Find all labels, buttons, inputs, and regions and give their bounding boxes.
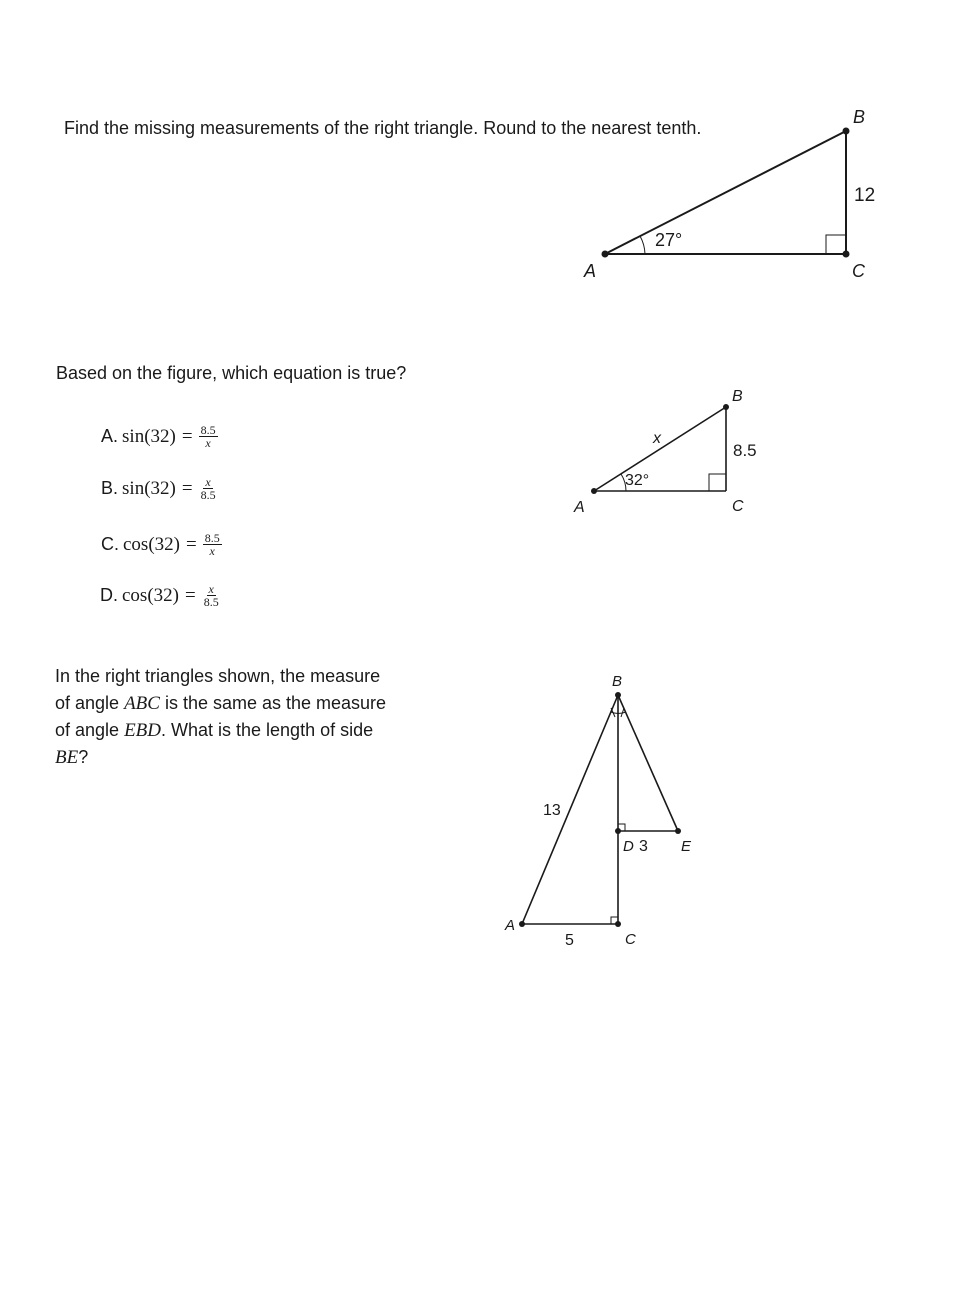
q1-point-c bbox=[843, 251, 850, 258]
q1-prompt: Find the missing measurements of the right triangle. Round to the nearest tenth. bbox=[64, 118, 702, 138]
q3-line-3 bbox=[55, 717, 386, 744]
choice-d-num: x bbox=[208, 582, 214, 596]
choice-c-fraction bbox=[203, 532, 222, 557]
choice-a-fraction bbox=[199, 424, 218, 449]
q2-triangle-figure bbox=[560, 380, 780, 520]
choice-b-den: 8.5 bbox=[200, 488, 216, 502]
q1-point-a bbox=[602, 251, 609, 258]
q3-prompt bbox=[55, 663, 386, 771]
q3-line-2b: is the same as the measure bbox=[159, 693, 387, 713]
q2-label-side: 8.5 bbox=[733, 441, 757, 460]
q3-label-3: 3 bbox=[639, 838, 648, 855]
q3-label-d: D bbox=[623, 838, 634, 855]
choice-c-fn: cos(32) bbox=[123, 533, 180, 555]
q1-label-12: 12 bbox=[854, 185, 876, 206]
choice-c-eq: = bbox=[185, 533, 197, 555]
q2-point-b bbox=[723, 404, 729, 410]
q1-triangle-figure bbox=[0, 0, 978, 320]
q2-label-angle: 32° bbox=[625, 472, 650, 489]
q1-right-angle-mark bbox=[826, 235, 846, 254]
choice-a-eq: = bbox=[181, 425, 193, 447]
choice-c[interactable] bbox=[101, 532, 222, 557]
q3-line-2a: of angle bbox=[55, 693, 125, 713]
q1-label-c: C bbox=[852, 261, 865, 281]
q2-label-b: B bbox=[732, 388, 743, 405]
q2-label-a: A bbox=[574, 499, 585, 516]
q3-line-3b: . What is the length of side bbox=[161, 720, 374, 740]
q3-label-a: A bbox=[505, 917, 516, 934]
q3-line-1: In the right triangles shown, the measure bbox=[55, 666, 381, 686]
q3-label-13: 13 bbox=[543, 802, 561, 819]
q2-right-angle-mark bbox=[709, 474, 726, 491]
choice-a-num: 8.5 bbox=[200, 423, 216, 437]
q2-point-a bbox=[591, 488, 597, 494]
q3-label-b: B bbox=[612, 673, 623, 690]
choice-b-eq: = bbox=[181, 477, 193, 499]
q3-line-3a: of angle bbox=[55, 720, 125, 740]
q3-triangles-figure bbox=[480, 660, 720, 960]
choice-d-den: 8.5 bbox=[203, 595, 219, 609]
q3-side-be: BE bbox=[55, 747, 79, 768]
q3-side-be bbox=[618, 695, 678, 831]
q3-point-a bbox=[519, 921, 525, 927]
choice-b-num: x bbox=[205, 475, 211, 489]
choice-a-letter: A. bbox=[101, 426, 119, 446]
choice-b[interactable] bbox=[101, 476, 218, 501]
q3-side-ab bbox=[522, 695, 618, 924]
choice-b-fn: sin(32) bbox=[122, 477, 176, 499]
choice-c-den: x bbox=[209, 544, 215, 558]
choice-d[interactable] bbox=[100, 583, 221, 608]
q3-line-4b: ? bbox=[78, 747, 89, 767]
q3-point-d bbox=[615, 828, 621, 834]
choice-d-fn: cos(32) bbox=[122, 584, 179, 606]
q1-point-b bbox=[843, 128, 850, 135]
q1-label-b: B bbox=[853, 107, 866, 127]
q1-label-a: A bbox=[584, 261, 597, 281]
q3-angle-ebd: EBD bbox=[124, 720, 161, 741]
choice-a[interactable] bbox=[101, 424, 218, 449]
choice-a-den: x bbox=[205, 436, 211, 450]
q3-line-2 bbox=[55, 690, 386, 717]
choice-d-fraction bbox=[202, 583, 221, 608]
q2-label-c: C bbox=[732, 498, 744, 515]
q3-point-c bbox=[615, 921, 621, 927]
choice-d-letter: D. bbox=[100, 585, 118, 605]
q2-prompt: Based on the figure, which equation is true? bbox=[56, 363, 407, 383]
choice-c-num: 8.5 bbox=[204, 531, 220, 545]
choice-a-fn: sin(32) bbox=[122, 425, 176, 447]
q3-label-c: C bbox=[625, 931, 636, 948]
q2-side-ab bbox=[594, 407, 726, 491]
q3-line-4 bbox=[55, 744, 386, 771]
q1-angle-arc bbox=[640, 236, 645, 254]
q3-label-5: 5 bbox=[565, 932, 574, 949]
choice-b-letter: B. bbox=[101, 478, 119, 498]
q3-point-e bbox=[675, 828, 681, 834]
q3-label-e: E bbox=[681, 838, 692, 855]
q3-angle-abc: ABC bbox=[124, 693, 160, 714]
choice-d-eq: = bbox=[184, 584, 196, 606]
q2-label-hyp: x bbox=[653, 430, 661, 447]
q1-side-ab bbox=[605, 131, 846, 254]
choice-c-letter: C. bbox=[101, 534, 119, 554]
q3-point-b bbox=[615, 692, 621, 698]
q1-label-angle: 27° bbox=[655, 230, 683, 250]
choice-b-fraction bbox=[199, 476, 218, 501]
